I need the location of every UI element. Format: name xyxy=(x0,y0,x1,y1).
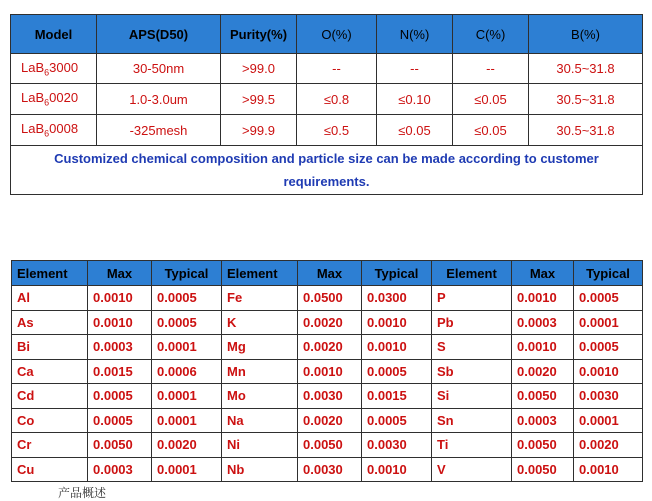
model-cell: LaB$_6$3000 xyxy=(11,54,97,84)
oxygen-cell: -- xyxy=(297,54,377,84)
product-spec-table xyxy=(10,14,643,195)
max-cell: 0.0020 xyxy=(298,408,362,433)
typical-cell: 0.0010 xyxy=(574,457,643,482)
spec-row xyxy=(11,84,643,115)
typical-cell: 0.0005 xyxy=(362,359,432,384)
element-cell: P xyxy=(432,286,512,311)
element-cell: Na xyxy=(222,408,298,433)
impurity-table xyxy=(11,260,643,482)
carbon-cell: ≤0.05 xyxy=(453,84,529,115)
max-cell: 0.0030 xyxy=(298,457,362,482)
col-header-max: Max xyxy=(512,261,574,286)
element-cell: Si xyxy=(432,384,512,409)
max-cell: 0.0020 xyxy=(512,359,574,384)
element-cell: Mn xyxy=(222,359,298,384)
element-cell: Cd xyxy=(12,384,88,409)
purity-cell: >99.0 xyxy=(221,54,297,84)
typical-cell: 0.0001 xyxy=(574,310,643,335)
max-cell: 0.0050 xyxy=(88,433,152,458)
element-cell: K xyxy=(222,310,298,335)
typical-cell: 0.0001 xyxy=(152,384,222,409)
col-header-purity: Purity(%) xyxy=(221,15,297,54)
impurity-row xyxy=(12,286,643,311)
element-cell: Sb xyxy=(432,359,512,384)
model-cell: LaB$_6$0020 xyxy=(11,84,97,115)
col-header-max: Max xyxy=(88,261,152,286)
col-header-element: Element xyxy=(12,261,88,286)
impurity-row xyxy=(12,335,643,360)
impurity-row xyxy=(12,310,643,335)
spec-header-row xyxy=(11,15,643,54)
col-header-boron: B(%) xyxy=(529,15,643,54)
aps-cell: 30-50nm xyxy=(97,54,221,84)
carbon-cell: -- xyxy=(453,54,529,84)
aps-cell: -325mesh xyxy=(97,115,221,146)
impurity-row xyxy=(12,384,643,409)
max-cell: 0.0050 xyxy=(512,433,574,458)
impurity-row xyxy=(12,359,643,384)
typical-cell: 0.0020 xyxy=(152,433,222,458)
element-cell: Fe xyxy=(222,286,298,311)
impurity-header-row xyxy=(12,261,643,286)
typical-cell: 0.0015 xyxy=(362,384,432,409)
typical-cell: 0.0010 xyxy=(362,457,432,482)
typical-cell: 0.0006 xyxy=(152,359,222,384)
element-cell: Sn xyxy=(432,408,512,433)
note-line-2: requirements. xyxy=(283,174,370,189)
nitrogen-cell: ≤0.05 xyxy=(377,115,453,146)
customization-note xyxy=(11,146,643,195)
element-cell: Cu xyxy=(12,457,88,482)
typical-cell: 0.0010 xyxy=(574,359,643,384)
col-header-element: Element xyxy=(432,261,512,286)
typical-cell: 0.0005 xyxy=(574,335,643,360)
oxygen-cell: ≤0.8 xyxy=(297,84,377,115)
col-header-typical: Typical xyxy=(574,261,643,286)
max-cell: 0.0050 xyxy=(512,384,574,409)
typical-cell: 0.0005 xyxy=(574,286,643,311)
element-cell: Pb xyxy=(432,310,512,335)
element-cell: Cr xyxy=(12,433,88,458)
impurity-row xyxy=(12,457,643,482)
max-cell: 0.0003 xyxy=(88,457,152,482)
col-header-max: Max xyxy=(298,261,362,286)
typical-cell: 0.0001 xyxy=(574,408,643,433)
element-cell: Al xyxy=(12,286,88,311)
col-header-carbon: C(%) xyxy=(453,15,529,54)
typical-cell: 0.0005 xyxy=(152,286,222,311)
boron-cell: 30.5~31.8 xyxy=(529,115,643,146)
typical-cell: 0.0020 xyxy=(574,433,643,458)
typical-cell: 0.0005 xyxy=(362,408,432,433)
spec-row xyxy=(11,54,643,84)
element-cell: Co xyxy=(12,408,88,433)
element-cell: Ti xyxy=(432,433,512,458)
impurity-table-body xyxy=(12,286,643,482)
note-row xyxy=(11,146,643,195)
note-line-1: Customized chemical composition and particle size can be made according to customer xyxy=(54,151,599,166)
element-cell: Mg xyxy=(222,335,298,360)
max-cell: 0.0010 xyxy=(512,286,574,311)
col-header-nitrogen: N(%) xyxy=(377,15,453,54)
typical-cell: 0.0005 xyxy=(152,310,222,335)
max-cell: 0.0010 xyxy=(88,310,152,335)
boron-cell: 30.5~31.8 xyxy=(529,84,643,115)
typical-cell: 0.0001 xyxy=(152,408,222,433)
col-header-typical: Typical xyxy=(362,261,432,286)
col-header-model: Model xyxy=(11,15,97,54)
col-header-typical: Typical xyxy=(152,261,222,286)
max-cell: 0.0015 xyxy=(88,359,152,384)
max-cell: 0.0003 xyxy=(512,408,574,433)
max-cell: 0.0005 xyxy=(88,408,152,433)
max-cell: 0.0010 xyxy=(512,335,574,360)
max-cell: 0.0020 xyxy=(298,335,362,360)
element-cell: Mo xyxy=(222,384,298,409)
max-cell: 0.0020 xyxy=(298,310,362,335)
element-cell: Ca xyxy=(12,359,88,384)
element-cell: As xyxy=(12,310,88,335)
typical-cell: 0.0001 xyxy=(152,335,222,360)
typical-cell: 0.0001 xyxy=(152,457,222,482)
max-cell: 0.0500 xyxy=(298,286,362,311)
max-cell: 0.0003 xyxy=(512,310,574,335)
typical-cell: 0.0030 xyxy=(362,433,432,458)
max-cell: 0.0010 xyxy=(88,286,152,311)
max-cell: 0.0003 xyxy=(88,335,152,360)
col-header-element: Element xyxy=(222,261,298,286)
boron-cell: 30.5~31.8 xyxy=(529,54,643,84)
max-cell: 0.0005 xyxy=(88,384,152,409)
nitrogen-cell: ≤0.10 xyxy=(377,84,453,115)
typical-cell: 0.0010 xyxy=(362,310,432,335)
impurity-row xyxy=(12,433,643,458)
col-header-oxygen: O(%) xyxy=(297,15,377,54)
nitrogen-cell: -- xyxy=(377,54,453,84)
purity-cell: >99.9 xyxy=(221,115,297,146)
typical-cell: 0.0030 xyxy=(574,384,643,409)
max-cell: 0.0050 xyxy=(512,457,574,482)
impurity-row xyxy=(12,408,643,433)
max-cell: 0.0010 xyxy=(298,359,362,384)
max-cell: 0.0050 xyxy=(298,433,362,458)
model-cell: LaB$_6$0008 xyxy=(11,115,97,146)
col-header-aps: APS(D50) xyxy=(97,15,221,54)
element-cell: Nb xyxy=(222,457,298,482)
section-footer-text: 产品概述 xyxy=(58,486,107,500)
purity-cell: >99.5 xyxy=(221,84,297,115)
typical-cell: 0.0300 xyxy=(362,286,432,311)
element-cell: V xyxy=(432,457,512,482)
carbon-cell: ≤0.05 xyxy=(453,115,529,146)
spec-row xyxy=(11,115,643,146)
element-cell: Bi xyxy=(12,335,88,360)
element-cell: Ni xyxy=(222,433,298,458)
element-cell: S xyxy=(432,335,512,360)
max-cell: 0.0030 xyxy=(298,384,362,409)
aps-cell: 1.0-3.0um xyxy=(97,84,221,115)
typical-cell: 0.0010 xyxy=(362,335,432,360)
oxygen-cell: ≤0.5 xyxy=(297,115,377,146)
